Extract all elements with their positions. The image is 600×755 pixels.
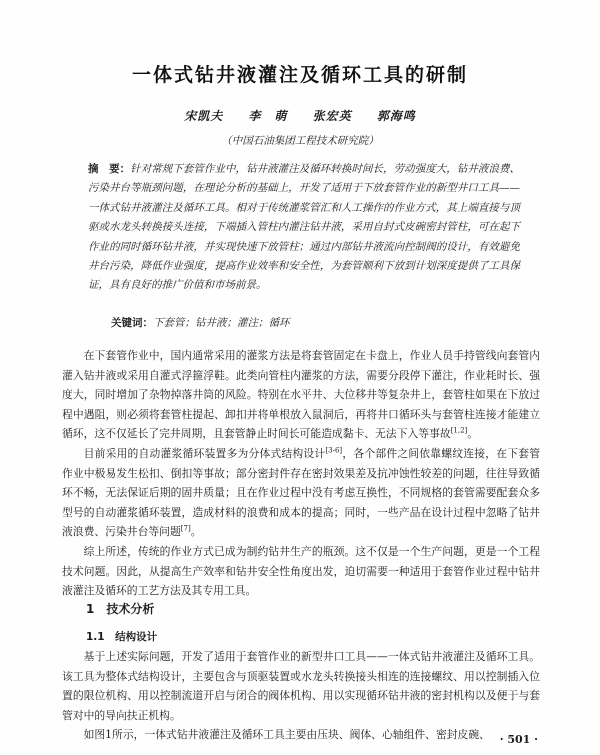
paragraph: 基于上述实际问题，开发了适用于套管作业的新型井口工具——一体式钻井液灌注及循环工具。该工具为整体式结构设计，主要包含与顶驱装置或水龙头转换接头相连的连接螺纹、用以控制插入位置的限位机构、用以控制流道开启与闭合的阀体机构、用以实现循环钻井液的密封机构以及便于与套管对中的导向扶正机构。 bbox=[62, 650, 540, 722]
paragraph bbox=[62, 346, 540, 444]
paragraph-text: ，各个部件之间依靠螺纹连接，在下套管作业中极易发生松扣、倒扣等事故；部分密封件存在密封效果差及抗冲蚀性较差的问题，往往导致循环不畅，无法保证后期的固井质量；且在作业过程中没有考虑互换性，不同规格的套管需要配套众多型号的自动灌浆循环装置，造成材料的浪费和成本的提高；同时，一些产品在设计过程中忽略了钻井液浪费、污染井台等问题 bbox=[62, 446, 541, 539]
paragraph: 如图1所示，一体式钻井液灌注及循环工具主要由压块、阀体、心轴组件、密封皮碗、 bbox=[83, 728, 490, 742]
keywords-label: 关键词： bbox=[111, 317, 153, 329]
citation: [7] bbox=[180, 524, 191, 533]
paragraph bbox=[62, 444, 540, 542]
affiliation: （中国石油集团工程技术研究院） bbox=[221, 135, 379, 147]
section-heading: 1 技术分析 bbox=[86, 602, 155, 616]
paper-title: 一体式钻井液灌注及循环工具的研制 bbox=[131, 64, 468, 86]
author-name: 郭海鸣 bbox=[376, 109, 416, 123]
abstract bbox=[88, 160, 520, 296]
paragraph: 综上所述，传统的作业方式已成为制约钻井生产的瓶颈。这不仅是一个生产问题，更是一个工程技术问题。因此，从提高生产效率和钻井安全性角度出发，迫切需要一种适用于套管作业过程中钻井液灌注及循环的工艺方法及其专用工具。 bbox=[62, 544, 540, 598]
author-name: 宋凯夫 bbox=[184, 109, 224, 123]
abstract-text: 针对常规下套管作业中，钻井液灌注及循环转换时间长，劳动强度大，钻井液浪费、污染井台等瓶颈问题，在理论分析的基础上，开发了适用于下放套管作业的新型井口工具——一体式钻井液灌注及循环工具。相对于传统灌浆管汇和人工操作的作业方式，其上端直接与顶驱或水龙头转换接头连接，下端插入管柱内灌注钻井液，采用自封式皮碗密封管柱，可在起下作业的同时循环钻井液，并实现快速下放管柱；通过内部钻井液流向控制阀的设计，有效避免井台污染，降低作业强度，提高作业效率和安全性，为套管顺利下放到计划深度提供了工具保证，具有良好的推广价值和市场前景。 bbox=[88, 163, 521, 292]
keywords-text: 下套管；钻井液；灌注；循环 bbox=[153, 317, 290, 329]
page-number: · 501 · bbox=[499, 733, 538, 746]
author-name: 李 萌 bbox=[248, 109, 288, 123]
paragraph-text: 。 bbox=[467, 427, 479, 441]
abstract-label: 摘 要： bbox=[88, 163, 131, 175]
subsection-heading: 1.1 结构设计 bbox=[86, 631, 158, 643]
section-body bbox=[62, 647, 540, 745]
paragraph-text: 。 bbox=[190, 525, 202, 539]
citation: [1,2] bbox=[450, 426, 468, 435]
introduction bbox=[62, 346, 540, 601]
author-list bbox=[0, 107, 600, 124]
citation: [3-6] bbox=[325, 446, 343, 455]
paragraph-text: 在下套管作业中，国内通常采用的灌浆方法是将套管固定在卡盘上，作业人员手持管线向套管内灌入钻井液或采用自灌式浮箍浮鞋。此类向管柱内灌浆的方法，需要分段停下灌注，作业耗时长、强度大，同时增加了杂物掉落井筒的风险。特别在水平井、大位移井等复杂井上，套管柱如果在下放过程中遇阻，则必须将套管柱提起、卸扣并将单根放入鼠洞后，再将井口循环头与套管柱连接才能建立循环，这不仅延长了完井周期，且套管静止时间长可能造成黏卡、无法下入等事故 bbox=[62, 349, 540, 441]
keywords bbox=[111, 315, 531, 330]
paragraph-text: 目前采用的自动灌浆循环装置多为分体式结构设计 bbox=[83, 446, 326, 460]
author-name: 张宏英 bbox=[312, 109, 352, 123]
